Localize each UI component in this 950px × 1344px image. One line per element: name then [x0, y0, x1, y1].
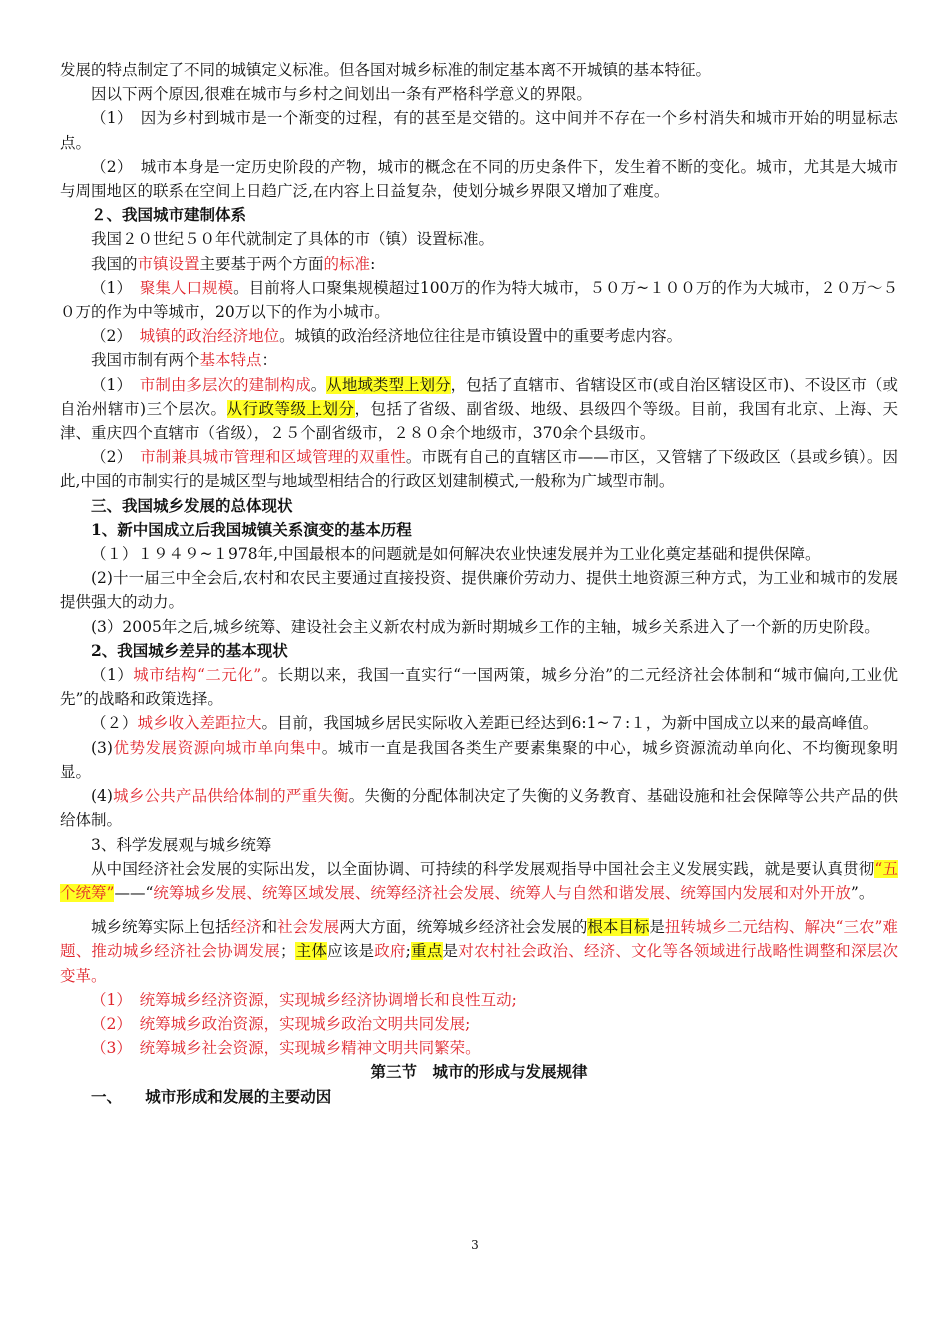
paragraph: [60, 324, 898, 348]
highlighted-text: 主体: [295, 942, 328, 961]
paragraph: （１）１９４９~１978年,中国最根本的问题就是如何解决农业快速发展并为工业化奠定基础和提供保障。: [91, 545, 821, 564]
red-text: 基本特点: [199, 351, 262, 370]
highlighted-text: 从行政等级上划分: [226, 399, 355, 418]
paragraph: [60, 373, 898, 446]
subsection-heading: 2、我国城乡差异的基本现状: [91, 640, 288, 660]
highlighted-text: 从地域类型上划分: [326, 375, 451, 394]
text: (3): [91, 738, 113, 757]
text: 应该是: [327, 942, 375, 961]
text: （2）: [91, 448, 141, 467]
page-number: 3: [471, 1238, 479, 1252]
red-text: 城市结构“二元化”: [133, 666, 262, 685]
paragraph: [60, 915, 898, 988]
red-text: 优势发展资源向城市单向集中: [112, 738, 322, 757]
section-heading: 一、 城市形成和发展的主要动因: [91, 1086, 332, 1106]
paragraph: （1） 因为乡村到城市是一个渐变的过程，有的甚至是交错的。这中间并不存在一个乡村消失和城市开始的明显标志点。: [60, 109, 898, 152]
paragraph: [60, 252, 898, 276]
text: 和: [261, 918, 278, 937]
text: 是: [649, 918, 665, 937]
list-item: （3） 统筹城乡社会资源，实现城乡精神文明共同繁荣。: [91, 1039, 481, 1058]
text: ，包括了直辖市、省辖设区市(或自治区辖设区市)、不设区市（或自治州辖市)三个层次。: [60, 375, 898, 418]
text: ——“: [114, 883, 154, 902]
text: 。失衡的分配体制决定了失衡的义务教育、基础设施和社会保障等公共产品的供给体制。: [60, 787, 898, 830]
text: ；: [279, 942, 296, 961]
section-heading: ２、我国城市建制体系: [91, 205, 247, 225]
paragraph: [60, 663, 898, 711]
red-text: 聚集人口规模: [139, 278, 234, 297]
red-text: 城镇的政治经济地位: [139, 327, 280, 346]
paragraph: [60, 348, 898, 372]
text: （2）: [91, 327, 140, 346]
red-text: 市制由多层次的建制构成: [139, 375, 311, 394]
red-text: 统筹城乡发展、统筹区域发展、统筹经济社会发展、统筹人与自然和谐发展、统筹国内发展和对外开放: [153, 883, 851, 902]
text: 。目前将人口聚集规模超过100万的作为特大城市，５０万~１００万的作为大城市，２０万～５０万的作为中等城市，20万以下的作为小城市。: [60, 278, 898, 322]
document-body: [60, 58, 898, 1109]
red-text: 政府: [374, 942, 406, 961]
text: ;: [405, 942, 411, 961]
red-text: 城乡公共产品供给体制的严重失衡: [112, 787, 349, 806]
red-text: 经济: [230, 918, 262, 937]
text: 城乡统筹实际上包括: [91, 918, 231, 937]
paragraph: [60, 276, 898, 324]
text: 我国的: [91, 254, 138, 273]
paragraph: （2） 城市本身是一定历史阶段的产物，城市的概念在不同的历史条件下，发生着不断的变化。城市，尤其是大城市与周围地区的联系在空间上日趋广泛,在内容上日益复杂，使划分城乡界限又增加了难度。: [60, 157, 898, 201]
text: 。长期以来，我国一直实行“一国两策，城乡分治”的二元经济社会体制和“城市偏向,工业优先”的战略和政策选择。: [60, 666, 898, 709]
red-text: 的标准: [323, 254, 371, 273]
subsection-heading: 1、新中国成立后我国城镇关系演变的基本历程: [91, 519, 412, 539]
text: （２）: [91, 714, 138, 733]
section-heading: 三、我国城乡发展的总体现状: [91, 495, 293, 515]
text: 。: [310, 375, 327, 394]
text: 。城市一直是我国各类生产要素集聚的中心，城乡资源流动单向化、不均衡现象明显。: [60, 738, 898, 781]
text: 我国市制有两个: [91, 351, 200, 370]
section-title: 第三节 城市的形成与发展规律: [370, 1062, 588, 1082]
red-text: 市镇设置: [137, 254, 200, 273]
text: 从中国经济社会发展的实际出发，以全面协调、可持续的科学发展观指导中国社会主义发展实践，就是要认真贯彻: [91, 859, 875, 878]
paragraph: (3）2005年之后,城乡统筹、建设社会主义新农村成为新时期城乡工作的主轴，城乡关系进入了一个新的历史阶段。: [91, 617, 880, 636]
text: （1）: [91, 666, 134, 685]
highlighted-text: 根本目标: [587, 918, 650, 937]
paragraph: 我国２０世纪５０年代就制定了具体的市（镇）设置标准。: [91, 230, 495, 249]
list-item: （2） 统筹城乡政治资源，实现城乡政治文明共同发展;: [91, 1014, 471, 1033]
paragraph: [60, 711, 898, 735]
paragraph: [60, 857, 898, 905]
subsection-heading: 3、科学发展观与城乡统筹: [91, 835, 272, 854]
text: 主要基于两个方面: [199, 254, 324, 273]
paragraph: 发展的特点制定了不同的城镇定义标准。但各国对城乡标准的制定基本离不开城镇的基本特征。: [60, 61, 712, 79]
paragraph: [60, 445, 898, 493]
text: (4): [91, 787, 113, 806]
paragraph: [60, 736, 898, 784]
text: ，包括了省级、副省级、地级、县级四个等级。目前，我国有北京、上海、天津、重庆四个直辖市（省级），２５个副省级市，２８０余个地级市，370余个县级市。: [60, 399, 898, 443]
paragraph: [60, 784, 898, 832]
text: ”。: [850, 883, 875, 902]
text: ：: [261, 351, 278, 370]
list-item: （1） 统筹城乡经济资源，实现城乡经济协调增长和良性互动;: [91, 990, 517, 1009]
text: 。目前，我国城乡居民实际收入差距已经达到6:1~７:１，为新中国成立以来的最高峰值。: [261, 714, 879, 733]
red-text: 城乡收入差距拉大: [137, 714, 262, 733]
text: （1）: [91, 375, 140, 394]
text: 。城镇的政治经济地位往往是市镇设置中的重要考虑内容。: [279, 327, 683, 346]
highlighted-text: “五个统筹”: [60, 859, 898, 902]
paragraph: (2)十一届三中全会后,农村和农民主要通过直接投资、提供廉价劳动力、提供土地资源三种方式，为工业和城市的发展提供强大的动力。: [60, 569, 898, 612]
red-text: 社会发展: [277, 918, 340, 937]
text: 是: [442, 942, 459, 961]
highlighted-text: 重点: [410, 942, 443, 961]
text: :: [370, 254, 376, 273]
red-text: 扭转城乡二元结构、解决“三农”难题、推动城乡经济社会协调发展: [60, 918, 898, 961]
text: （1）: [91, 278, 140, 297]
red-text: 对农村社会政治、经济、文化等各领域进行战略性调整和深层次变革。: [60, 942, 898, 985]
paragraph: 因以下两个原因,很难在城市与乡村之间划出一条有严格科学意义的界限。: [91, 85, 592, 104]
text: 。市既有自己的直辖区市——市区，又管辖了下级政区（县或乡镇）。因此,中国的市制实行的是城区型与地域型相结合的行政区划建制模式,一般称为广域型市制。: [60, 448, 898, 491]
text: 两大方面，统筹城乡经济社会发展的: [339, 918, 588, 937]
red-text: 市制兼具城市管理和区域管理的双重性: [140, 448, 406, 467]
